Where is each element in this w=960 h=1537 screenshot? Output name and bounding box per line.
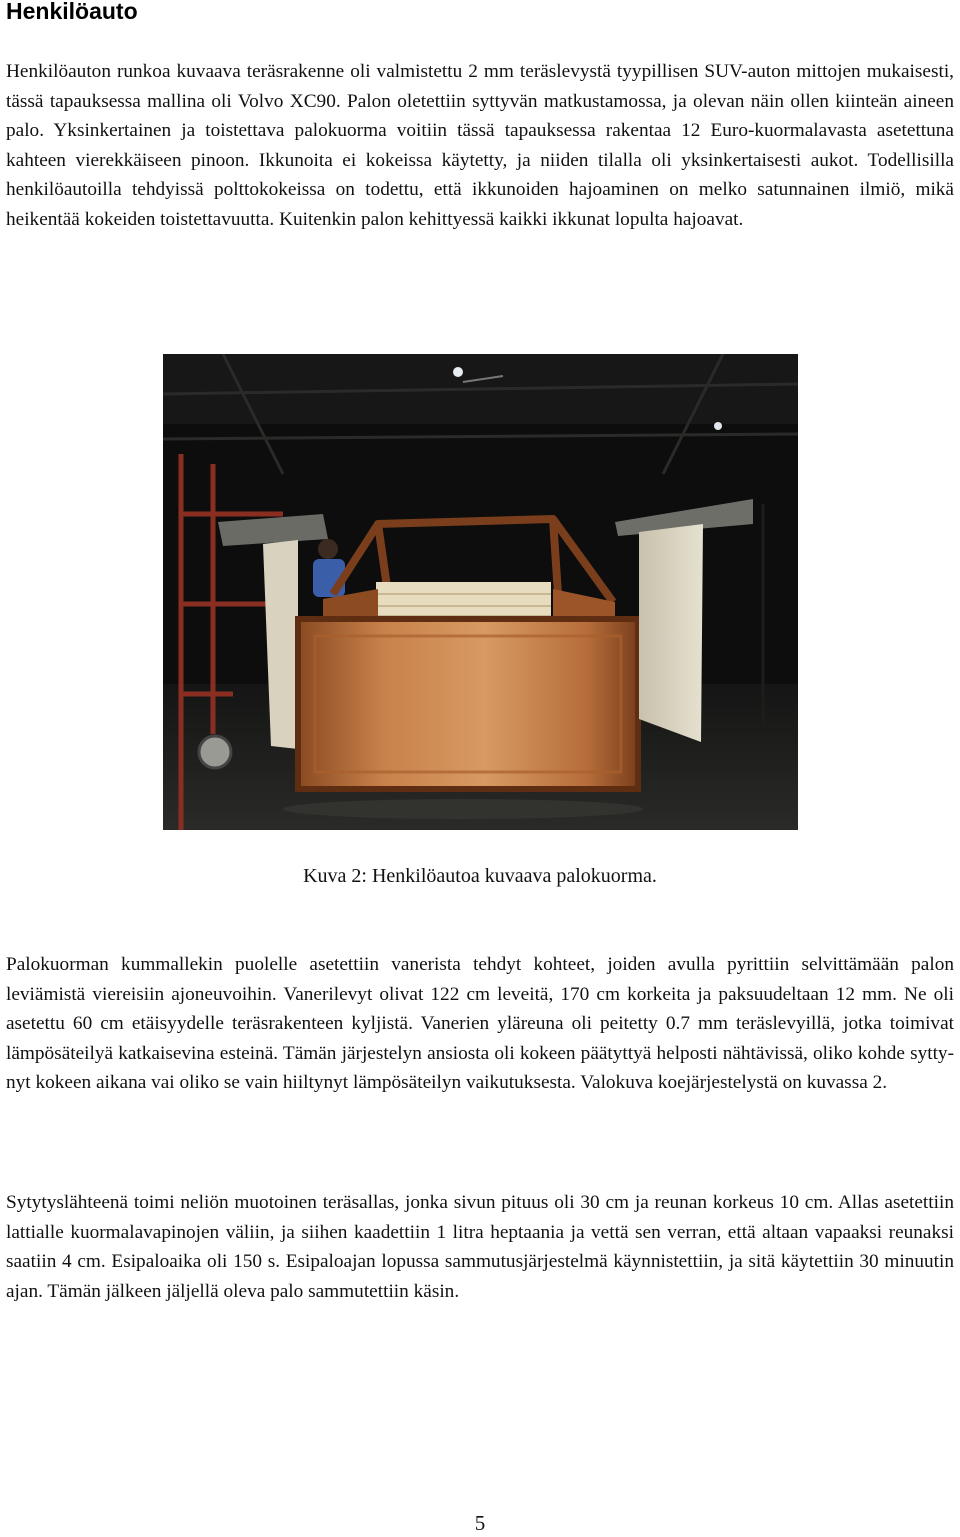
figure-photo-fire-load <box>163 354 798 830</box>
paragraph-vehicle-structure: Henkilöauton runkoa kuvaava teräsrakenne oli valmistettu 2 mm teräslevystä tyypillisen SUV-auton mittojen mukaisesti, tässä tapauksessa mallina oli Volvo XC90. Palon oletettiin syttyvän matkustamossa, ja olevan näin ollen kiinteän aineen palo. Yksinkertainen ja toistettava palokuorma voitiin tässä tapauksessa rakentaa 12 Euro-kuormalavasta asetettuna kahteen vierekkäiseen pinoon. Ikkunoita ei kokeissa käytetty, ja niiden tilalla oli yksinkertaisesti aukot. Todellisilla henkilöautoilla tehdyissä polttokokeissa on todettu, että ikkunoiden hajoaminen on melko satunnainen ilmiö, mikä heikentää kokeiden toistettavuutta. Kuitenkin palon kehittyessä kaikki ikkunat lopulta hajoavat. <box>6 61 954 230</box>
paragraph-ignition-source: Sytytyslähteenä toimi neliön muotoinen teräsallas, jonka sivun pituus oli 30 cm ja reunan korkeus 10 cm. Allas asetettiin lattialle kuormalavapinojen väliin, ja siihen kaadettiin 1 litra heptaania ja vettä sen verran, että altaan vapaaksi reunaksi saatiin 4 cm. Esipaloaika oli 150 s. Esipaloajan lopussa sammutusjärjestelmä käynnistettiin, ja sitä käytettiin 30 minuutin ajan. Tämän jälkeen jäljellä oleva palo sammutettiin käsin. <box>6 1192 954 1302</box>
section-heading: Henkilöauto <box>6 0 138 24</box>
paragraph-plywood-targets: Palokuorman kummallekin puolelle asetettiin vanerista tehdyt kohteet, joiden avulla pyrittiin selvittämään palon leviämistä viereisiin ajoneuvoihin. Vanerilevyt olivat 122 cm leveitä, 170 cm korkeita ja paksuudeltaan 12 mm. Ne oli asetettu 60 cm etäisyydelle teräsrakenteen kyljistä. Vanerien yläreuna oli peitetty 0.7 mm teräslevyillä, jotka toimivat lämpösäteilyä katkaisevina esteinä. Tämän järjestelyn ansiosta oli kokeen päätyttyä helposti nähtävissä, oliko kohde syttynyt kokeen aikana vai oliko se vain hiiltynyt lämpösäteilyn vaikutuksesta. Valokuva koejärjestelystä on kuvassa 2. <box>6 954 954 1094</box>
page-number: 5 <box>474 1511 486 1535</box>
figure-caption: Kuva 2: Henkilöautoa kuvaava palokuorma. <box>303 865 657 887</box>
